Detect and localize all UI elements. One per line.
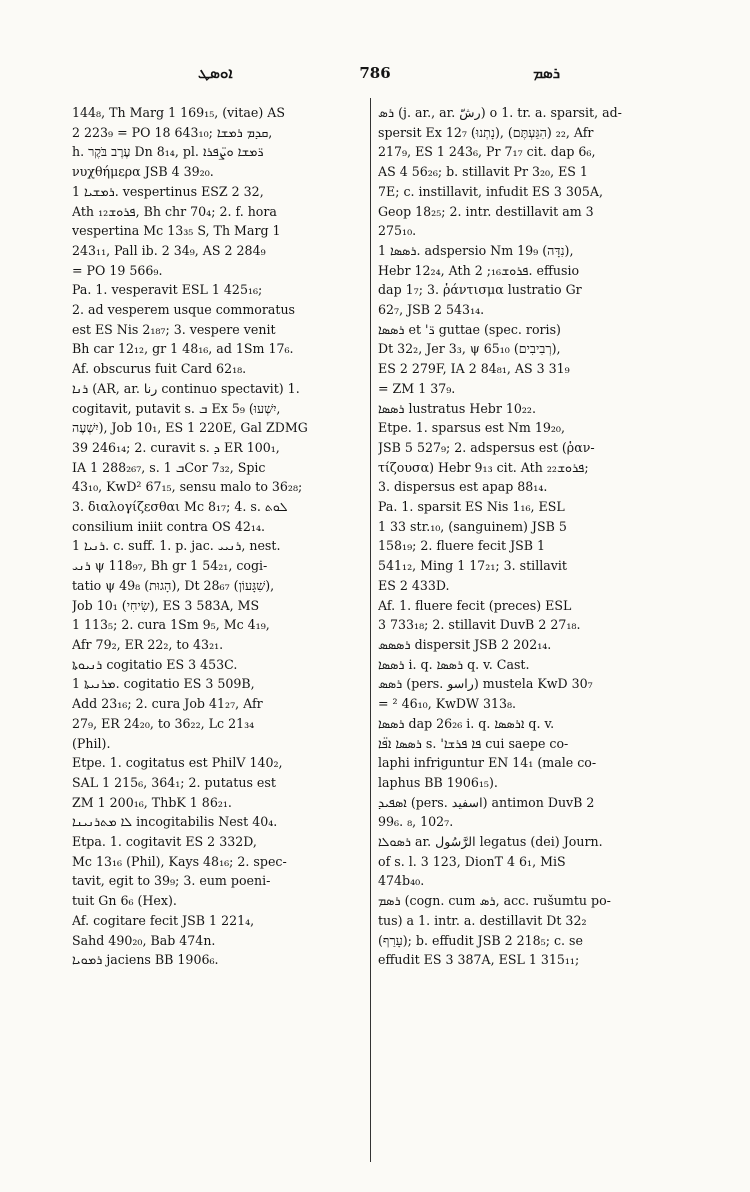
left-column-line: ܪܢܝܘܬܐ cogitatio ES 3 453C.	[72, 656, 238, 672]
right-column-line: = ZM 1 37₉.	[378, 380, 456, 396]
right-column-line: ܪܣܣܐ dap 26₂₆ i. q. ܐܪܣܣܐ q. v.	[378, 715, 555, 731]
right-column-line: ES 2 433D.	[378, 577, 450, 593]
left-column-line: est ES Nis 2₁₈₇; 3. vespere venit	[72, 321, 276, 337]
right-column-line: 3. dispersus est apap 88₁₄.	[378, 479, 548, 495]
right-column-line: ܪܣܣܐ 1. adspersio Nm 19₉ (נִדָּה),	[378, 242, 574, 258]
left-column-line: Mc 13₁₆ (Phil), Kays 48₁₆; 2. spec-	[72, 853, 287, 869]
right-column-line: 217₉, ES 1 243₆, Pr 7₁₇ cit. dap 6₆,	[378, 144, 596, 160]
right-column-line: ܪܣܣܣ dispersit JSB 2 202₁₄.	[378, 636, 552, 652]
right-column-line: 7E; c. instillavit, infudit ES 3 305A,	[378, 183, 604, 199]
left-column-line: Afr 79₂, ER 22₂, to 43₂₁.	[72, 636, 224, 652]
left-column-line: ܪܡܘܝܐ jaciens BB 1906₆.	[72, 952, 219, 968]
right-column-line: AS 4 56₂₆; b. stillavit Pr 3₂₀, ES 1	[378, 164, 588, 180]
right-column	[378, 103, 678, 970]
left-column-line: ܡܪܢܝܬܐ 1. cogitatio ES 3 509B,	[72, 676, 255, 692]
page-number: 786	[359, 64, 391, 82]
column-divider	[370, 98, 371, 1162]
left-column-line: νυχθήμερα JSB 4 39₂₀.	[72, 164, 214, 180]
left-column-line: 2. ad vesperem usque commoratus	[72, 302, 296, 318]
right-column-line: Dt 32₂, Jer 3₃, ψ 65₁₀ (רְבִיבִים),	[378, 341, 561, 357]
left-column-line: Bh car 12₁₂, gr 1 48₁₆, ad 1Sm 17₆.	[72, 341, 294, 357]
left-column-line: cogitavit, putavit s. ܒ Ex 5₉ (יִשְׁעוּ,	[72, 400, 281, 416]
left-column-line: 27₉, ER 24₂₀, to 36₂₂, Lc 21₃₄	[72, 715, 255, 731]
left-column-line: 144₈, Th Marg 1 169₁₅, (vitae) AS	[72, 105, 285, 120]
left-column-line: Pa. 1. vesperavit ESL 1 425₁₆;	[72, 282, 263, 298]
left-column-line: Ath ܦܪܘܫ₁₂, Bh chr 70₄; 2. f. hora	[72, 203, 277, 219]
right-column-line: ܪܣ (j. ar., ar. رشّ) o 1. tr. a. sparsit, ad-	[378, 105, 622, 120]
left-column-line: ܪܢܐ (AR, ar. رنا continuo spectavit) 1.	[72, 380, 300, 396]
right-column-line: ܪܣܣܐ i. q. ܪܣܣܐ q. v. Cast.	[378, 656, 530, 672]
right-column-line: Hebr 12₂₄, Ath ܦܪܘܫ₁₆; 2. effusio	[378, 262, 580, 278]
left-column-line: h. עֶרֶב בֹּקֶר Dn 8₁₄, pl. ܪ̈ܡܫܐ ܘܨ̈ܦܪܐ	[72, 144, 264, 160]
right-column-line: effudit ES 3 387A, ESL 1 315₁₁;	[378, 952, 580, 968]
right-column-line: ܪܣܘܠܐ ar. الرَّسُول legatus (dei) Journ.	[378, 834, 603, 850]
left-column-line: consilium iniit contra OS 42₁₄.	[72, 518, 266, 534]
left-column-line: Add 23₁₆; 2. cura Job 41₂₇, Afr	[72, 696, 263, 712]
page-header	[60, 64, 690, 86]
right-column-line: dap 1₇; 3. ῥάντισμα lustratio Gr	[378, 282, 582, 298]
right-column-line: of s. l. 3 123, DionT 4 6₁, MiS	[378, 853, 566, 869]
right-column-line: laphi infriguntur EN 14₁ (male co-	[378, 755, 597, 771]
left-column-line: ZM 1 200₁₆, ThbK 1 86₂₁.	[72, 794, 232, 810]
right-column-line: Geop 18₂₅; 2. intr. destillavit am 3	[378, 203, 594, 219]
right-column-line: 158₁₉; 2. fluere fecit JSB 1	[378, 538, 546, 554]
left-column-line: יִשְׁעֶה), Job 10₁, ES 1 220E, Gal ZDMG	[72, 420, 308, 436]
right-column-line: Etpe. 1. sparsus est Nm 19₂₀,	[378, 420, 565, 436]
right-column-line: ܪܣܣܐ et 'ܪ̈ guttae (spec. roris)	[378, 321, 561, 337]
right-column-line: ܪܣܡ (cogn. cum ܪܣ, acc. rušumtu po-	[378, 893, 611, 909]
right-column-line: tus) a 1. intr. a. destillavit Dt 32₂	[378, 912, 587, 928]
right-column-line: ܪܣܣ (pers. راسو) mustela KwD 30₇	[378, 676, 593, 692]
left-column-line: Af. cogitare fecit JSB 1 221₄,	[72, 912, 255, 928]
left-column-line: 3. διαλογίζεσθαι Mc 8₁₇; 4. s. ܠܘܬ	[72, 499, 288, 515]
left-column-line: 243₁₁, Pall ib. 2 34₉, AS 2 284₉	[72, 242, 266, 258]
right-column-line: JSB 5 527₉; 2. adspersus est (ῥαν-	[378, 439, 595, 455]
right-column-line: 541₁₂, Ming 1 17₂₁; 3. stillavit	[378, 558, 567, 574]
right-column-line: ܪܣܣܐ ܐܦ̈ܐ s. 'ܦܐ ܦܪܫܐ cui saepe co-	[378, 735, 569, 751]
left-column-line: ܠܐ ܡܬܪܢܝܢܐ incogitabilis Nest 40₄.	[72, 814, 278, 830]
left-column-line: = PO 19 566₉.	[72, 262, 163, 278]
right-column-line: 275₁₀.	[378, 223, 417, 239]
left-column-line: (Phil).	[72, 735, 111, 751]
right-column-line: ܐܣܦܝܕ (pers. اسفيد) antimon DuvB 2	[378, 794, 595, 810]
right-column-line: 474b₄₀.	[378, 873, 425, 889]
right-column-line: 1 33 str.₁₀, (sanguinem) JSB 5	[378, 518, 567, 534]
right-column-line: 99₆. ₈, 102₇.	[378, 814, 454, 830]
left-column-line: vespertina Mc 13₃₅ S, Th Marg 1	[72, 223, 281, 239]
left-column-line: 1 113₅; 2. cura 1Sm 9₅, Mc 4₁₉,	[72, 617, 270, 633]
left-column-line: 2 223₉ = PO 18 643₁₀; ܩܕܡ ܪܡܫܐ,	[72, 124, 273, 140]
left-column-line: ܪܡܫܝܐ 1. vespertinus ESZ 2 32,	[72, 183, 264, 199]
right-column-line: Af. 1. fluere fecit (preces) ESL	[378, 597, 572, 613]
right-column-line: Pa. 1. sparsit ES Nis 1₁₆, ESL	[378, 499, 565, 515]
right-column-line: ES 2 279F, IA 2 84₈₁, AS 3 31₉	[378, 361, 570, 377]
header-right-catchword: ܪܣܡ	[533, 64, 560, 82]
left-column-line: Sahd 490₂₀, Bab 474n.	[72, 932, 216, 948]
right-column-line: laphus BB 1906₁₅).	[378, 774, 498, 790]
left-column-line: IA 1 288₂₆₇, s. ܒ 1Cor 7₃₂, Spic	[72, 459, 266, 475]
left-column-line: tavit, egit to 39₉; 3. eum poeni-	[72, 873, 271, 889]
left-column-line: 39 246₁₄; 2. curavit s. ܕ ER 100₁,	[72, 439, 280, 455]
left-column-line: Af. obscurus fuit Card 62₁₈.	[72, 361, 247, 377]
right-column-line: = ² 46₁₀, KwDW 313₈.	[378, 696, 517, 712]
left-column-line: Etpe. 1. cogitatus est PhilV 140₂,	[72, 755, 283, 771]
left-column-line: Etpa. 1. cogitavit ES 2 332D,	[72, 834, 257, 850]
left-column-line: tatio ψ 49₈ (הָגוּת), Dt 28₆₇ (שִׁגָּעוֹן),	[72, 577, 275, 593]
left-column-line: SAL 1 215₆, 364₁; 2. putatus est	[72, 774, 276, 790]
left-column-line: 43₁₀, KwD² 67₁₅, sensu malo to 36₂₈;	[72, 479, 303, 495]
left-column-line: Job 10₁ (שִׂיחִי), ES 3 583A, MS	[72, 597, 260, 613]
right-column-line: spersit Ex 12₇ (נָתְנוּ), ₂₂ (הִגַּעְתֶּם), Afr	[378, 124, 594, 140]
left-column-line: ܪܢܝܐ 1. c. suff. 1. p. jac. ܪܢܝܝ, nest.	[72, 538, 281, 554]
left-column-line: tuit Gn 6₆ (Hex).	[72, 893, 177, 909]
right-column-line: (עָרַף); b. effudit JSB 2 218₅; c. se	[378, 932, 583, 948]
header-left-catchword: ܐܘܣܛ	[198, 64, 233, 82]
left-column-line: ܪܢܝ ψ 118₉₇, Bh gr 1 54₂₁, cogi-	[72, 558, 268, 574]
right-column-line: 3 733₁₈; 2. stillavit DuvB 2 27₁₈.	[378, 617, 581, 633]
right-column-line: τίζουσα) Hebr 9₁₃ cit. Ath ܦܪܘܫ₂₂;	[378, 459, 589, 475]
right-column-line: ܪܣܣܐ lustratus Hebr 10₂₂.	[378, 400, 536, 416]
right-column-line: 62₇, JSB 2 543₁₄.	[378, 302, 485, 318]
left-column	[72, 103, 366, 970]
